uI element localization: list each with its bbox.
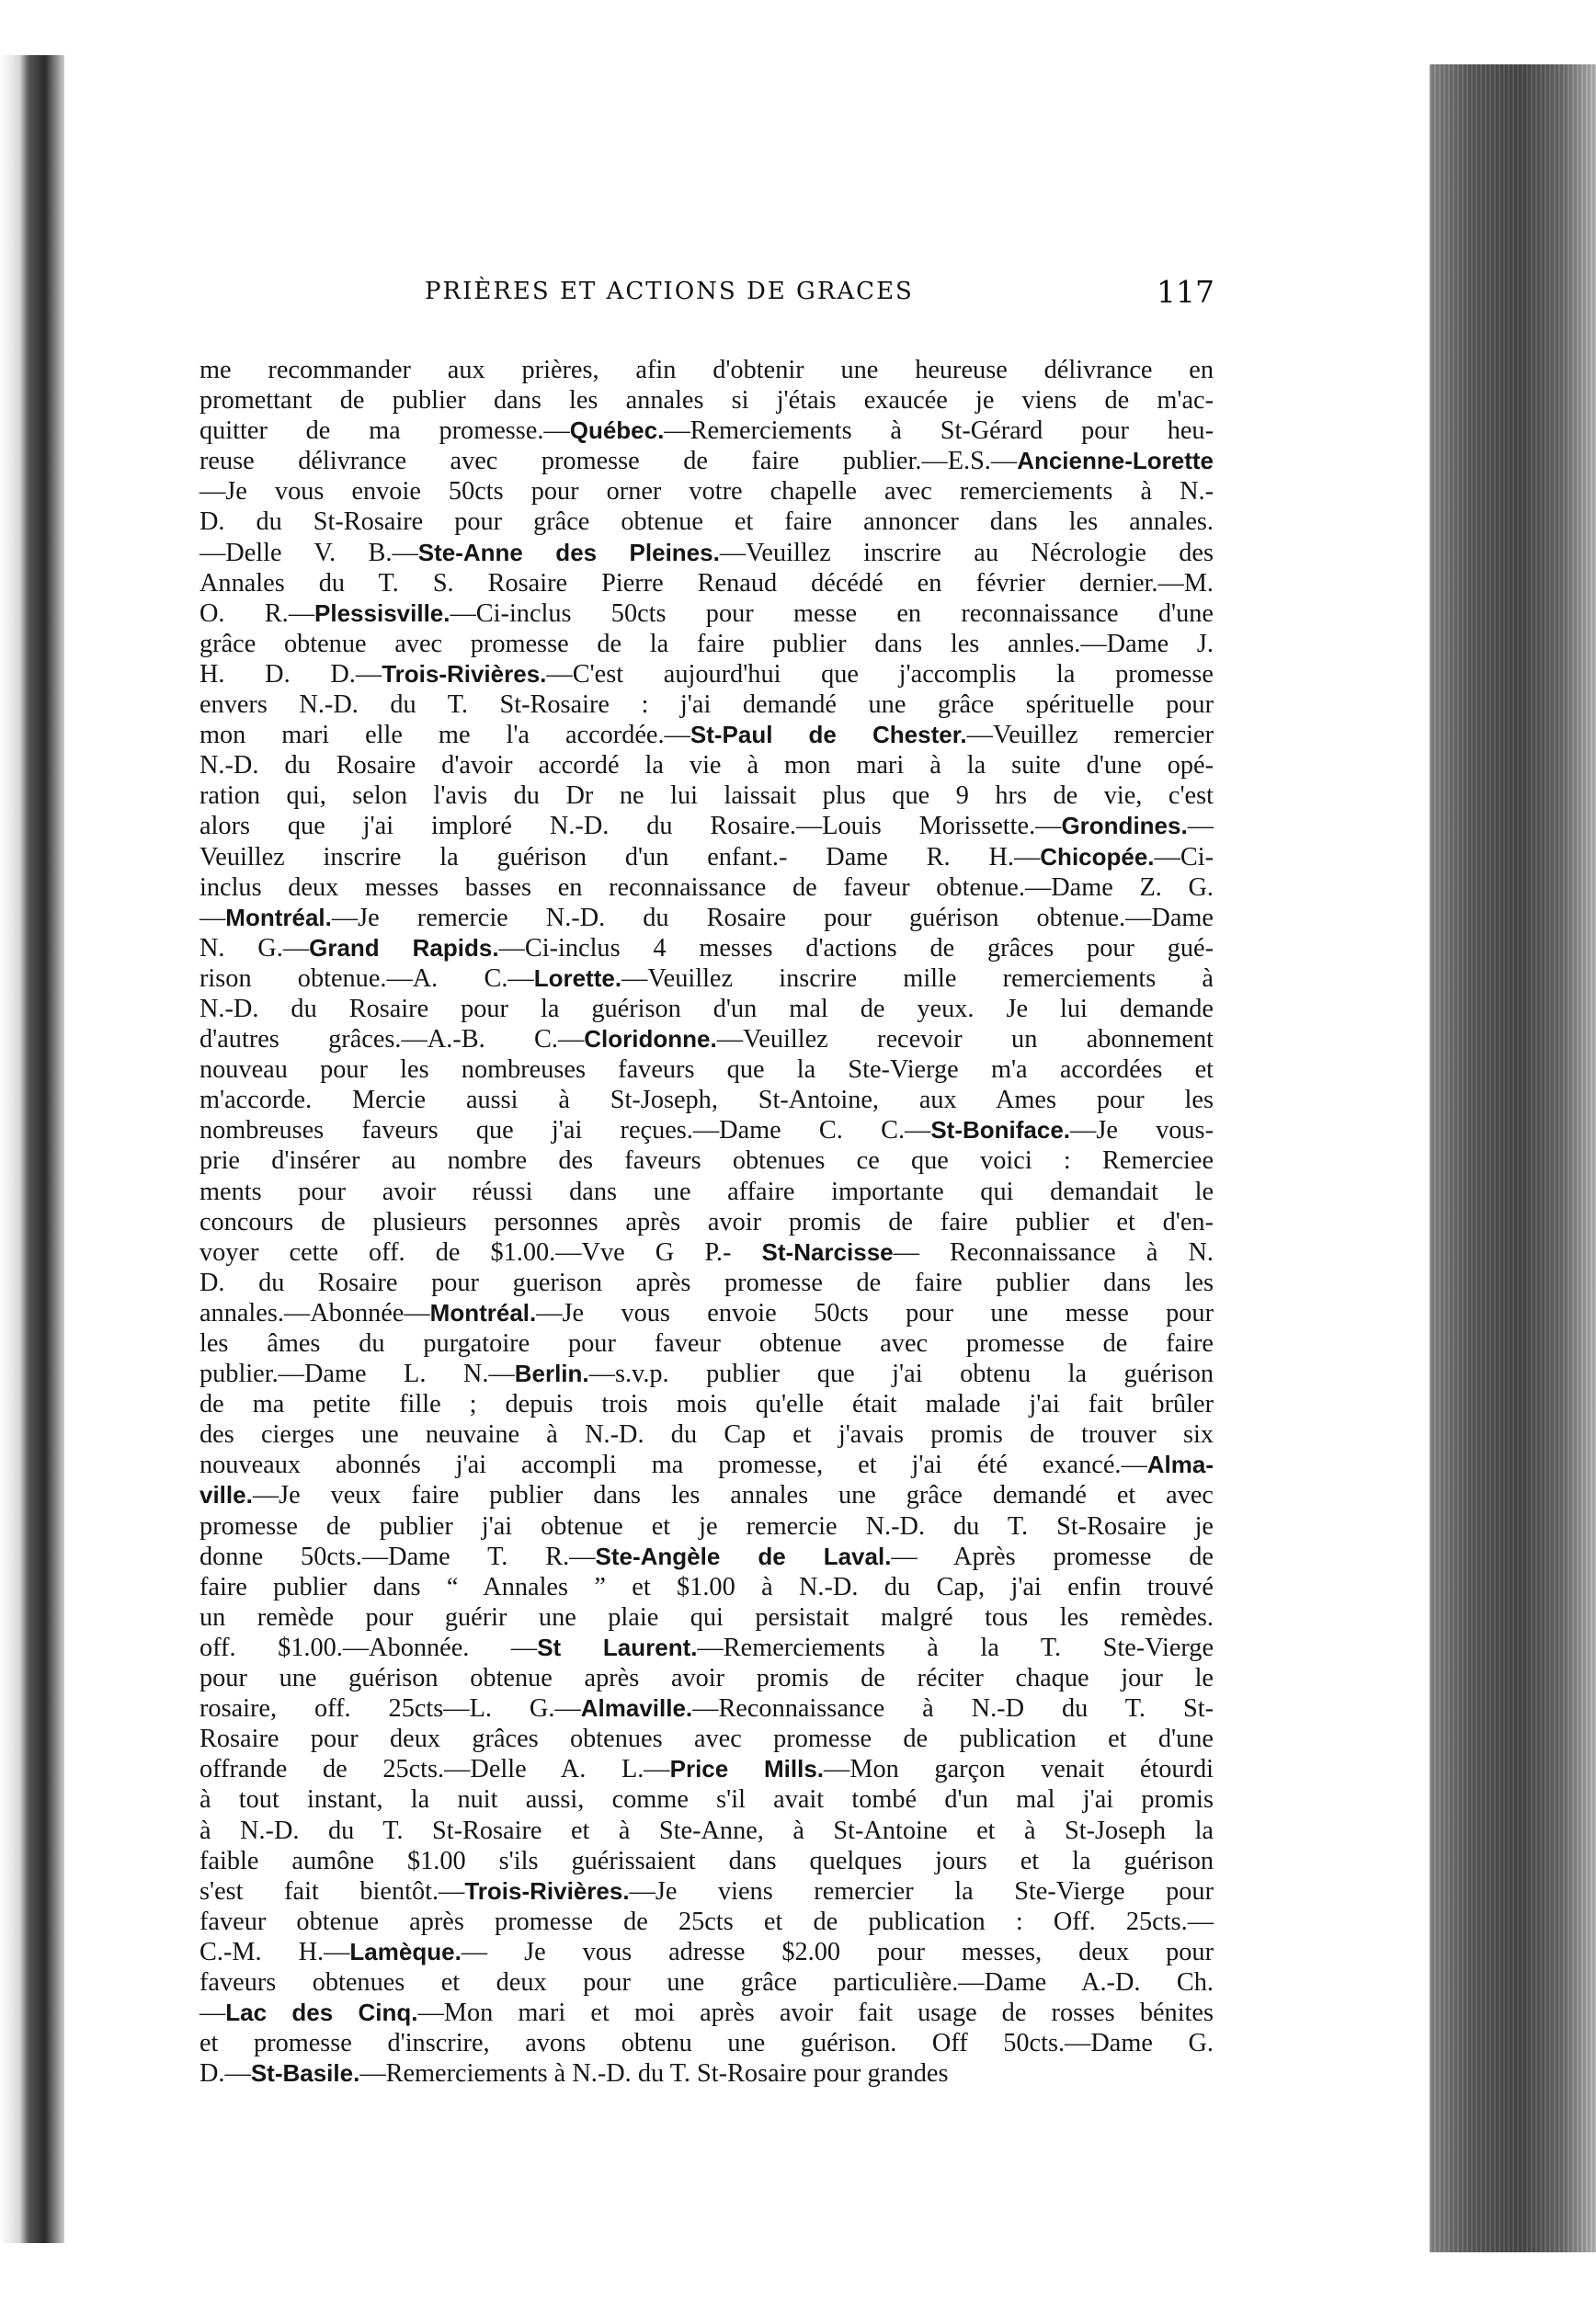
text-line xyxy=(200,1816,1214,1846)
text-line xyxy=(200,1663,1214,1693)
text-run: —Je viens remercier la Ste-Vierge pour xyxy=(629,1876,1214,1906)
text-run: —Je vous- xyxy=(1070,1116,1214,1145)
text-run: —Veuillez remercier xyxy=(966,721,1214,750)
text-line xyxy=(200,872,1214,903)
place-name: Plessisville. xyxy=(314,598,450,627)
place-name: Grondines. xyxy=(1061,812,1188,840)
place-name: Lorette. xyxy=(533,963,622,992)
text-run: —Remerciements à St-Gérard pour heu- xyxy=(664,416,1214,446)
text-run: —Mon mari et moi après avoir fait usage de rosses bénites xyxy=(417,1999,1214,2028)
text-run: et promesse d'inscrire, avons obtenu une guérison. Off 50cts.—Dame G. xyxy=(200,2029,1214,2058)
text-run: voyer cette off. de $1.00.—Vve G P.- xyxy=(200,1237,762,1267)
text-line xyxy=(200,1450,1214,1480)
text-line xyxy=(200,507,1214,537)
text-run: —Ci-inclus 50cts pour messe en reconnaissance d'une xyxy=(450,598,1214,628)
text-line xyxy=(200,1754,1214,1784)
text-run: —Remerciements à N.-D. du T. St-Rosaire pour grandes xyxy=(359,2059,949,2089)
text-line xyxy=(200,1207,1214,1237)
text-line xyxy=(200,385,1214,416)
text-line xyxy=(200,1967,1214,1998)
place-name: Alma- xyxy=(1146,1451,1214,1479)
text-run: reuse délivrance avec promesse de faire publier.—E.S.— xyxy=(200,447,1018,476)
text-run: —Je vous envoie 50cts pour une messe pour xyxy=(536,1298,1214,1327)
text-line xyxy=(200,1177,1214,1207)
text-run: un remède pour guérir une plaie qui persistait malgré tous les remèdes. xyxy=(200,1602,1214,1632)
text-run: C.-M. H.— xyxy=(200,1937,350,1966)
text-line xyxy=(200,629,1214,659)
text-line xyxy=(200,842,1214,872)
text-line xyxy=(200,1693,1214,1724)
text-line xyxy=(200,1998,1214,2028)
text-line xyxy=(200,1024,1214,1054)
running-head xyxy=(64,274,1430,324)
place-name: St Laurent. xyxy=(537,1633,698,1661)
text-run: D. du Rosaire pour guerison après promesse de faire publier dans les xyxy=(200,1268,1214,1297)
text-run: s'est fait bientôt.— xyxy=(200,1876,465,1906)
place-name: Québec. xyxy=(569,416,665,445)
text-run: —Remerciements à la T. Ste-Vierge xyxy=(697,1633,1214,1662)
text-run: N. G.— xyxy=(200,933,310,963)
text-run: mon mari elle me l'a accordée.— xyxy=(200,721,690,750)
text-run: à N.-D. du T. St-Rosaire et à Ste-Anne, à St-Antoine et à St-Joseph la xyxy=(200,1816,1214,1845)
place-name: Montréal. xyxy=(429,1298,537,1327)
place-name: Grand Rapids. xyxy=(309,933,499,962)
book-fore-edge xyxy=(1430,64,1596,2252)
place-name: Trois-Rivières. xyxy=(464,1876,630,1905)
place-name: Ste-Angèle de Laval. xyxy=(595,1542,892,1570)
text-line xyxy=(200,1328,1214,1359)
text-run: —Je vous envoie 50cts pour orner votre chapelle avec remerciements à N.- xyxy=(200,477,1214,507)
text-line xyxy=(200,1480,1214,1510)
text-line xyxy=(200,1907,1214,1937)
text-run: — xyxy=(200,1999,226,2028)
text-run: D. du St-Rosaire pour grâce obtenue et faire annoncer dans les annales. xyxy=(200,507,1214,537)
place-name: Lac des Cinq. xyxy=(225,1999,418,2027)
text-run: —Je veux faire publier dans les annales une grâce demandé et avec xyxy=(252,1481,1214,1510)
text-run: prie d'insérer au nombre des faveurs obtenues ce que voici : Remerciee xyxy=(200,1146,1214,1176)
place-name: Chicopée. xyxy=(1040,842,1155,871)
place-name: Berlin. xyxy=(514,1360,589,1388)
text-run: faveurs obtenues et deux pour une grâce particulière.—Dame A.-D. Ch. xyxy=(200,1967,1214,1997)
text-run: quitter de ma promesse.— xyxy=(200,416,570,446)
text-line xyxy=(200,476,1214,507)
text-run: —Veuillez recevoir un abonnement xyxy=(716,1025,1214,1054)
place-name: ville. xyxy=(200,1481,253,1509)
text-run: Annales du T. S. Rosaire Pierre Renaud décédé en février dernier.—M. xyxy=(200,568,1214,598)
text-line xyxy=(200,568,1214,598)
place-name: St-Paul de Chester. xyxy=(690,721,967,749)
text-run: promettant de publier dans les annales si j'étais exaucée je viens de m'ac- xyxy=(200,386,1214,416)
text-line xyxy=(200,1115,1214,1145)
text-run: Veuillez inscrire la guérison d'un enfant.- Dame R. H.— xyxy=(200,842,1041,872)
text-run: —Reconnaissance à N.-D du T. St- xyxy=(692,1694,1214,1724)
text-run: — Je vous adresse $2.00 pour messes, deux pour xyxy=(461,1937,1214,1966)
text-run: offrande de 25cts.—Delle A. L.— xyxy=(200,1755,670,1784)
text-line xyxy=(200,750,1214,780)
book-page xyxy=(64,64,1430,2252)
text-line xyxy=(200,1724,1214,1754)
text-run: nouveaux abonnés j'ai accompli ma promesse, et j'ai été exancé.— xyxy=(200,1451,1147,1480)
text-line xyxy=(200,689,1214,720)
text-line xyxy=(200,416,1214,446)
text-line xyxy=(200,1511,1214,1542)
text-run: —C'est aujourd'hui que j'accomplis la promesse xyxy=(546,659,1214,689)
text-run: donne 50cts.—Dame T. R.— xyxy=(200,1542,596,1571)
body-text xyxy=(200,355,1214,2089)
text-line xyxy=(200,1085,1214,1115)
text-run: me recommander aux prières, afin d'obtenir une heureuse délivrance en xyxy=(200,356,1214,384)
text-run: promesse de publier j'ai obtenue et je remercie N.-D. du T. St-Rosaire je xyxy=(200,1511,1214,1541)
text-run: — Reconnaissance à N. xyxy=(893,1237,1214,1267)
text-run: faible aumône $1.00 s'ils guérissaient dans quelques jours et la guérison xyxy=(200,1846,1214,1875)
text-run: de ma petite fille ; depuis trois mois qu'elle était malade j'ai fait brûler xyxy=(200,1390,1214,1419)
text-run: D.— xyxy=(200,2059,251,2089)
text-line xyxy=(200,1876,1214,1907)
place-name: St-Narcisse xyxy=(761,1237,894,1266)
text-run: nouveau pour les nombreuses faveurs que la Ste-Vierge m'a accordées et xyxy=(200,1055,1214,1085)
text-run: les âmes du purgatoire pour faveur obtenue avec promesse de faire xyxy=(200,1329,1214,1358)
text-run: ments pour avoir réussi dans une affaire importante qui demandait le xyxy=(200,1177,1214,1206)
text-run: N.-D. du Rosaire pour la guérison d'un mal de yeux. Je lui demande xyxy=(200,994,1214,1023)
place-name: Trois-Rivières. xyxy=(382,659,547,688)
text-line xyxy=(200,1145,1214,1176)
text-line xyxy=(200,1298,1214,1328)
text-run: d'autres grâces.—A.-B. C.— xyxy=(200,1025,585,1054)
text-line xyxy=(200,1419,1214,1450)
text-line xyxy=(200,1572,1214,1602)
text-line xyxy=(200,1633,1214,1663)
text-run: concours de plusieurs personnes après avoir promis de faire publier et d'en- xyxy=(200,1207,1214,1236)
text-run: H. D. D.— xyxy=(200,659,382,689)
text-run: O. R.— xyxy=(200,598,315,628)
place-name: Montréal. xyxy=(225,903,332,931)
text-run: rosaire, off. 25cts—L. G.— xyxy=(200,1694,581,1724)
text-run: —Veuillez inscrire au Nécrologie des xyxy=(719,538,1214,567)
text-run: faire publier dans “ Annales ” et $1.00 à N.-D. du Cap, j'ai enfin trouvé xyxy=(200,1572,1214,1601)
text-line xyxy=(200,811,1214,841)
scan-left-edge xyxy=(0,55,64,2243)
text-run: Rosaire pour deux grâces obtenues avec promesse de publication et d'une xyxy=(200,1725,1214,1754)
text-run: rison obtenue.—A. C.— xyxy=(200,963,534,993)
text-run: des cierges une neuvaine à N.-D. du Cap et j'avais promis de trouver six xyxy=(200,1420,1214,1450)
text-line xyxy=(200,659,1214,689)
text-line xyxy=(200,2058,1214,2089)
text-run: —s.v.p. publier que j'ai obtenu la guérison xyxy=(588,1360,1214,1389)
text-line xyxy=(200,1846,1214,1876)
text-run: grâce obtenue avec promesse de la faire publier dans les annles.—Dame J. xyxy=(200,629,1214,658)
text-run: off. $1.00.—Abonnée. — xyxy=(200,1633,538,1662)
text-run: à tout instant, la nuit aussi, comme s'il avait tombé d'un mal j'ai promis xyxy=(200,1785,1214,1815)
text-line xyxy=(200,538,1214,568)
text-line xyxy=(200,780,1214,811)
place-name: Lamèque. xyxy=(349,1937,462,1965)
place-name: St-Boniface. xyxy=(930,1116,1071,1145)
text-line xyxy=(200,446,1214,476)
text-line xyxy=(200,1359,1214,1389)
text-run: envers N.-D. du T. St-Rosaire : j'ai demandé une grâce spérituelle pour xyxy=(200,690,1214,720)
place-name: St-Basile. xyxy=(250,2059,360,2088)
text-run: inclus deux messes basses en reconnaissance de faveur obtenue.—Dame Z. G. xyxy=(200,872,1214,902)
text-run: N.-D. du Rosaire d'avoir accordé la vie à mon mari à la suite d'une opé- xyxy=(200,751,1214,780)
place-name: Price Mills. xyxy=(669,1755,825,1783)
place-name: Cloridonne. xyxy=(584,1025,717,1054)
text-run: m'accorde. Mercie aussi à St-Joseph, St-Antoine, aux Ames pour les xyxy=(200,1086,1214,1115)
text-line xyxy=(200,933,1214,963)
page-number: 117 xyxy=(1157,274,1214,310)
text-run: ration qui, selon l'avis du Dr ne lui laissait plus que 9 hrs de vie, c'est xyxy=(200,781,1214,811)
place-name: Ancienne-Lorette xyxy=(1017,447,1214,475)
text-line xyxy=(200,1268,1214,1298)
text-run: — Après promesse de xyxy=(891,1542,1214,1571)
text-line xyxy=(200,1602,1214,1633)
text-line xyxy=(200,1542,1214,1572)
place-name: Almaville. xyxy=(580,1694,693,1723)
text-run: — xyxy=(200,903,226,932)
text-run: —Ci-inclus 4 messes d'actions de grâces pour gué- xyxy=(498,933,1214,963)
text-line xyxy=(200,963,1214,994)
text-run: —Je remercie N.-D. du Rosaire pour guérison obtenue.—Dame xyxy=(331,903,1214,932)
text-run: —Mon garçon venait étourdi xyxy=(824,1755,1214,1784)
text-line xyxy=(200,994,1214,1024)
text-run: — xyxy=(1187,812,1214,841)
text-line xyxy=(200,1237,1214,1268)
text-line xyxy=(200,1784,1214,1815)
place-name: Ste-Anne des Pleines. xyxy=(417,538,720,566)
text-run: nombreuses faveurs que j'ai reçues.—Dame C. C.— xyxy=(200,1116,931,1145)
text-run: alors que j'ai imploré N.-D. du Rosaire.—Louis Morissette.— xyxy=(200,812,1062,841)
text-run: —Ci- xyxy=(1154,842,1214,872)
text-run: pour une guérison obtenue après avoir promis de réciter chaque jour le xyxy=(200,1664,1214,1693)
text-run: publier.—Dame L. N.— xyxy=(200,1360,515,1389)
text-line xyxy=(200,720,1214,750)
text-line xyxy=(200,1937,1214,1967)
text-line xyxy=(200,598,1214,629)
text-run: —Delle V. B.— xyxy=(200,538,418,567)
text-line xyxy=(200,903,1214,933)
text-line xyxy=(200,1054,1214,1085)
running-head-title: PRIÈRES ET ACTIONS DE GRACES xyxy=(425,278,914,305)
text-line xyxy=(200,2028,1214,2058)
text-run: —Veuillez inscrire mille remerciements à xyxy=(621,963,1214,993)
text-line xyxy=(200,355,1214,385)
text-line xyxy=(200,1389,1214,1419)
text-run: faveur obtenue après promesse de 25cts et de publication : Off. 25cts.— xyxy=(200,1907,1214,1936)
text-run: annales.—Abonnée— xyxy=(200,1298,430,1327)
